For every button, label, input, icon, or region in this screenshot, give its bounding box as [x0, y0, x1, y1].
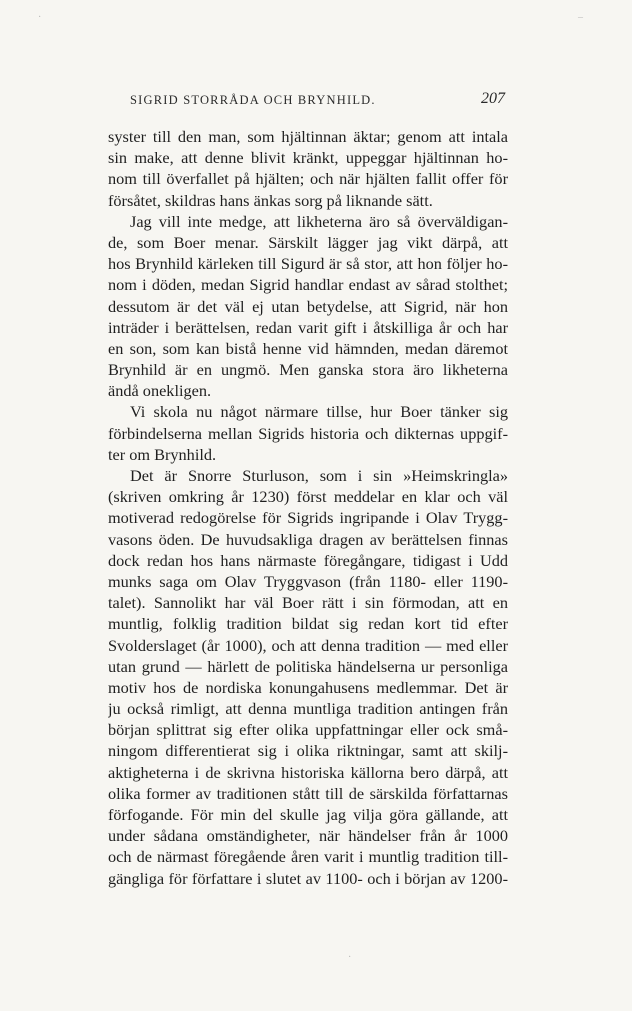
text-line: Svolderslaget (år 1000), och att denna tradition — med eller: [108, 635, 508, 655]
text-line: och de närmast föregående åren varit i muntlig tradition till-: [108, 847, 508, 867]
text-line: förfogande. För min del skulle jag vilja göra gällande, att: [108, 805, 508, 824]
text-line: muntlig, folklig tradition bildat sig redan kort tid efter: [108, 614, 508, 634]
running-head-title: SIGRID STORRÅDA OCH BRYNHILD.: [130, 93, 376, 107]
body-text: [108, 126, 508, 889]
text-line: dock redan hos hans närmaste föregångare, tidigast i Udd: [108, 550, 508, 570]
scan-speck-bottom: ·: [348, 952, 352, 963]
text-line: ju också rimligt, att denna muntliga tradition antingen från: [108, 699, 508, 719]
scan-speck-top-right: –: [578, 12, 583, 23]
text-line: syster till den man, som hjältinnan äktar; genom att intala: [108, 127, 508, 146]
text-line: talet). Sannolikt har väl Boer rätt i sin förmodan, att en: [108, 593, 508, 613]
text-line: motiverad redogörelse för Sigrids ingripande i Olav Trygg-: [108, 508, 508, 528]
text-line: ningom differentierat sig i olika riktningar, samt att skilj-: [108, 741, 508, 761]
text-line: förbindelserna mellan Sigrids historia och dikternas uppgif-: [108, 423, 508, 443]
text-line: Vi skola nu något närmare tillse, hur Boer tänker sig: [130, 402, 508, 422]
text-line: Det är Snorre Sturluson, som i sin »Heimskringla»: [130, 466, 508, 485]
text-line: under sådana omständigheter, när händelser från år 1000: [108, 826, 508, 846]
text-line: munks saga om Olav Tryggvason (från 1180- eller 1190-: [108, 571, 508, 591]
text-line: vasons öden. De huvudsakliga dragen av berättelsen finnas: [108, 529, 508, 549]
text-line: nom i döden, medan Sigrid handlar endast av sårad stolthet;: [108, 275, 508, 295]
text-line: motiv hos de nordiska konungahusens medlemmar. Det är: [108, 677, 508, 697]
text-line: en son, som kan bistå henne vid hämnden, medan däremot: [108, 338, 508, 358]
text-line: utan grund — härlett de politiska händelserna ur personliga: [108, 656, 508, 676]
text-line: gängliga för författare i slutet av 1100- och i början av 1200-: [108, 868, 508, 888]
text-line: Jag vill inte medge, att likheterna äro så överväldigan-: [130, 211, 508, 231]
text-line: Brynhild är en ungmö. Men ganska stora äro likheterna: [108, 360, 508, 380]
scan-speck-top-left: ·: [38, 12, 42, 23]
text-line: sin make, att denne blivit kränkt, uppeggar hjältinnan ho-: [108, 148, 508, 168]
text-line: inträder i berättelsen, redan varit gift i åtskilliga år och har: [108, 317, 508, 337]
text-line: (skriven omkring år 1230) först meddelar en klar och väl: [108, 487, 508, 507]
text-line: försåtet, skildras hans änkas sorg på liknande sätt.: [108, 190, 433, 210]
text-line: nom till överfallet på hjälten; och när hjälten fallit offer för: [108, 169, 508, 189]
page-number: 207: [481, 90, 505, 107]
text-line: ter om Brynhild.: [108, 444, 217, 464]
text-line: hos Brynhild kärleken till Sigurd är så stor, att hon följer ho-: [108, 254, 508, 274]
text-line: aktigheterna i de skrivna historiska källorna bero därpå, att: [108, 762, 508, 782]
text-line: olika former av traditionen stått till de särskilda författarnas: [108, 783, 508, 803]
text-line: de, som Boer menar. Särskilt lägger jag vikt därpå, att: [108, 232, 508, 252]
text-line: början splittrat sig efter olika uppfattningar eller ock små-: [108, 720, 508, 740]
text-line: ändå onekligen.: [108, 381, 212, 401]
text-line: dessutom är det väl ej utan betydelse, att Sigrid, när hon: [108, 296, 508, 316]
